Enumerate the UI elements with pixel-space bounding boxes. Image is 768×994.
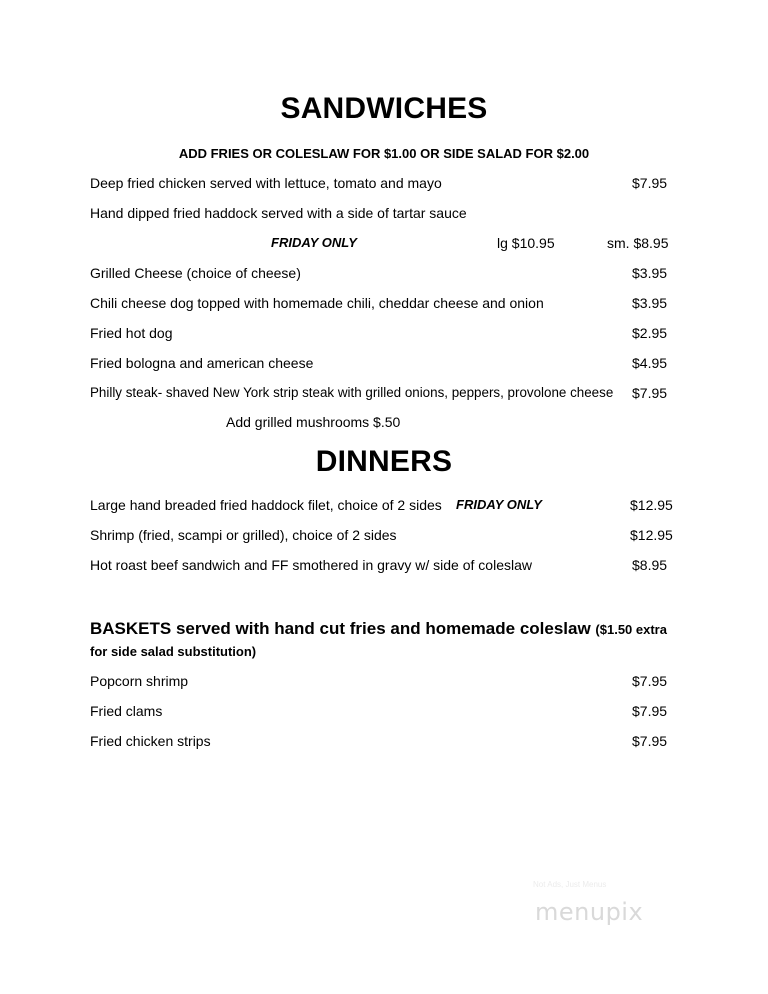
menu-item [90, 173, 690, 193]
friday-only-label: FRIDAY ONLY [271, 235, 357, 250]
menu-item [90, 383, 680, 403]
item-text: Fried chicken strips [90, 733, 211, 749]
item-text: Fried bologna and american cheese [90, 355, 314, 371]
sandwiches-title: SANDWICHES [280, 92, 488, 125]
item-text: Deep fried chicken served with lettuce, tomato and mayo [90, 175, 442, 191]
item-price: $12.95 [630, 497, 673, 513]
item-price: $7.95 [632, 703, 668, 719]
item-price: $12.95 [630, 527, 673, 543]
baskets-heading [90, 618, 690, 663]
addon-row [90, 412, 690, 432]
item-price: $7.95 [632, 175, 668, 191]
menu-item [90, 701, 690, 721]
friday-only-tag: FRIDAY ONLY [456, 497, 542, 512]
item-price: $3.95 [632, 265, 668, 281]
dinners-title: DINNERS [315, 445, 453, 478]
friday-prices-row [90, 233, 690, 253]
item-text: Hand dipped fried haddock served with a side of tartar sauce [90, 205, 467, 221]
addon-text: Add grilled mushrooms $.50 [226, 414, 401, 430]
item-text: Popcorn shrimp [90, 673, 189, 689]
menu-item [90, 731, 690, 751]
menu-item [90, 353, 690, 373]
item-price: $2.95 [632, 325, 668, 341]
watermark-logo: menupix [535, 898, 644, 926]
menu-item [90, 671, 690, 691]
watermark-tagline: Not Ads, Just Menus [533, 880, 607, 889]
menu-item [90, 263, 690, 283]
item-text: Large hand breaded fried haddock filet, choice of 2 sides [90, 497, 442, 513]
item-text: Hot roast beef sandwich and FF smothered in gravy w/ side of coleslaw [90, 557, 532, 573]
item-price: $7.95 [632, 673, 668, 689]
item-text: Fried clams [90, 703, 163, 719]
item-text: Fried hot dog [90, 325, 173, 341]
baskets-note-part1: ($1.50 extra [595, 622, 667, 637]
item-price: $4.95 [632, 355, 668, 371]
baskets-note-part2: for side salad substitution) [90, 644, 257, 659]
item-text: Philly steak- shaved New York strip steak with grilled onions, peppers, provolone cheese [90, 385, 614, 400]
menu-item [90, 525, 690, 545]
item-price: $7.95 [632, 733, 668, 749]
baskets-title: BASKETS served with hand cut fries and homemade coleslaw [90, 619, 591, 638]
item-text: Grilled Cheese (choice of cheese) [90, 265, 301, 281]
item-price: $8.95 [632, 557, 668, 573]
menu-item [90, 323, 690, 343]
menu-item [90, 555, 690, 575]
item-text: Chili cheese dog topped with homemade chili, cheddar cheese and onion [90, 295, 544, 311]
menu-item [90, 495, 690, 515]
item-price: $3.95 [632, 295, 668, 311]
menu-item [90, 293, 690, 313]
item-price: $7.95 [632, 385, 668, 401]
menu-item [90, 203, 690, 223]
item-text: Shrimp (fried, scampi or grilled), choice of 2 sides [90, 527, 397, 543]
sandwiches-note: ADD FRIES OR COLESLAW FOR $1.00 OR SIDE SALAD FOR $2.00 [178, 146, 590, 161]
small-price: sm. $8.95 [607, 235, 669, 251]
large-price: lg $10.95 [497, 235, 555, 251]
